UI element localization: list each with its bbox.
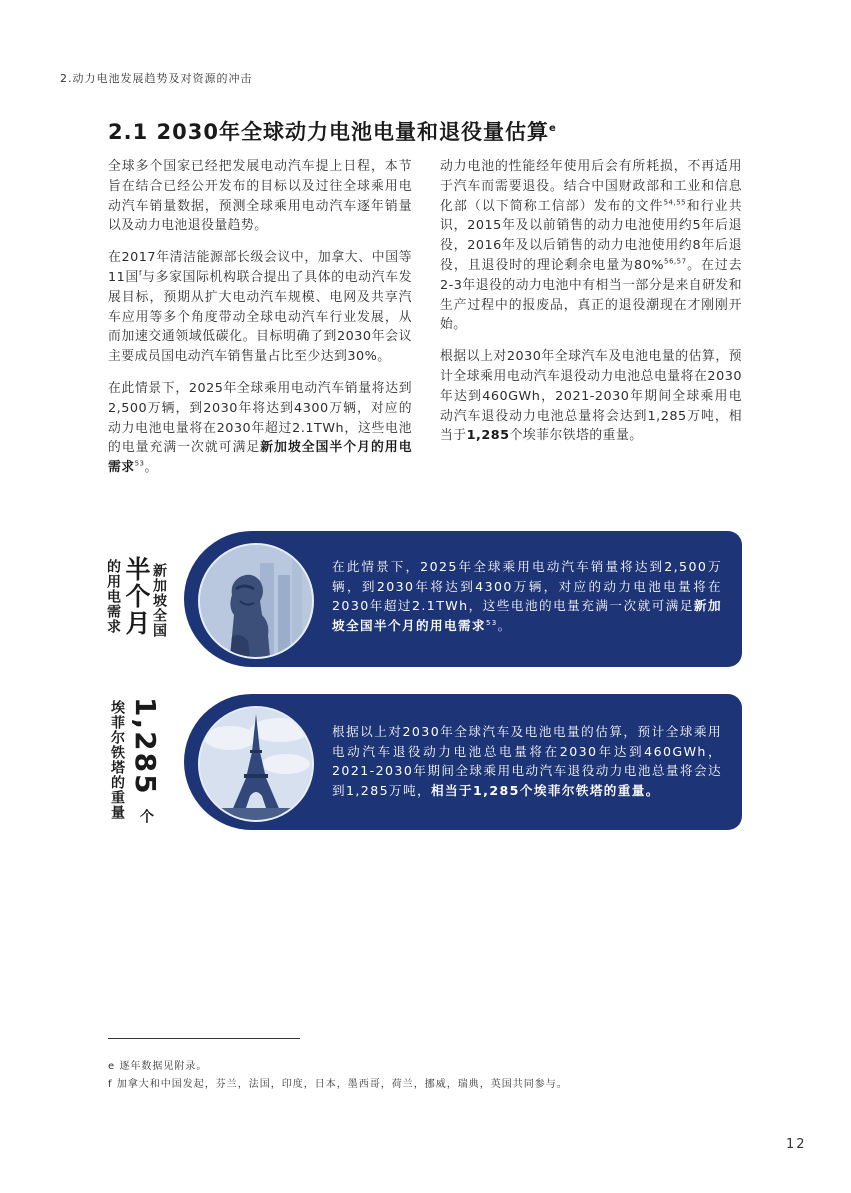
merlion-photo-icon — [198, 543, 314, 659]
left-paragraph-3 — [108, 379, 412, 478]
eiffel-tower-photo-icon — [198, 706, 314, 822]
left-p2-text-b: 与多家国际机构联合提出了具体的电动汽车发展目标，预期从扩大电动汽车规模、电网及共享汽车应用等多个角度带动全球电动汽车行业发展，从而加速交通领域低碳化。目标明确了到2030年会议主要成员国电动汽车销售量占比至少达到30%。 — [108, 269, 412, 365]
section-title-text: 2.1 2030年全球动力电池电量和退役量估算 — [108, 120, 549, 144]
left-p3-bold: 新加坡全国半个月的用电需求 — [108, 440, 413, 476]
citation-56-57: 56,57 — [664, 257, 687, 266]
left-paragraph-1: 全球多个国家已经把发展电动汽车提上日程，本节旨在结合已经公开发布的目标以及过往全球乘用电动汽车销量数据，预测全球乘用电动汽车逐年销量以及动力电池退役量趋势。 — [108, 159, 412, 234]
callout-banner-eiffel — [184, 694, 742, 830]
callout-banner-singapore — [184, 531, 742, 667]
section-title — [108, 116, 557, 146]
citation-54-55: 54,55 — [663, 198, 687, 207]
callout1-text — [332, 557, 722, 635]
callout1-text-bold: 新加坡全国半个月的用电需求 — [332, 598, 722, 633]
right-column — [440, 157, 742, 458]
left-p2-text-a: 在2017年清洁能源部长级会议中，加拿大、中国等11国 — [108, 250, 412, 285]
callout2-label-big: 1,285 — [129, 697, 162, 796]
running-head: 2.动力电池发展趋势及对资源的冲击 — [60, 72, 253, 85]
right-p1-text-a: 动力电池的性能经年使用后会有所耗损，不再适用于汽车而需要退役。结合中国财政部和工业和信息化部（以下简称工信部）发布的文件 — [440, 159, 742, 214]
right-p2-end: 个埃菲尔铁塔的重量。 — [509, 428, 643, 444]
left-p3-text-a: 在此情景下，2025年全球乘用电动汽车销量将达到2,500万辆，到2030年将达到4300万辆，对应的动力电池电量将在2030年超过2.1TWh，这些电池的电量充满一次就可满足 — [108, 380, 412, 456]
footnote-f: f 加拿大和中国发起，芬兰，法国，印度，日本，墨西哥，荷兰，挪威，瑞典，英国共同参与。 — [108, 1079, 568, 1090]
page-number: 12 — [786, 1137, 807, 1152]
right-paragraph-1 — [440, 157, 742, 335]
callout1-text-end: 。 — [497, 617, 512, 633]
callout2-label-unit: 个 — [138, 809, 154, 824]
left-p3-end: 。 — [144, 460, 158, 476]
left-column — [108, 157, 412, 490]
callout1-text-a: 在此情景下，2025年全球乘用电动汽车销量将达到2,500万辆，到2030年将达到4300万辆，对应的动力电池电量将在2030年超过2.1TWh，这些电池的电量充满一次就可满足 — [332, 559, 722, 613]
right-p1-text-b: 和行业共识，2015年及以前销售的动力电池使用约5年后退役，2016年及以后销售的动力电池使用约8年后退役，且退役时的理论剩余电量为80% — [440, 198, 742, 273]
section-title-footnote-ref: e — [548, 123, 557, 134]
right-p1-text-c: 。在过去2-3年退役的动力电池中有相当一部分是来自研发和生产过程中的报废品，真正的退役潮现在才刚刚开始。 — [440, 257, 742, 333]
callout2-text-bold: 相当于1,285个埃菲尔铁塔的重量。 — [431, 782, 660, 798]
right-p2-text-a: 根据以上对2030年全球汽车及电池电量的估算，预计全球乘用电动汽车退役动力电池总电量将在2030年达到460GWh，2021-2030年期间全球乘用电动汽车退役动力电池总量将会达到1,285万吨，相当于 — [440, 349, 742, 444]
callout2-label-small: 埃菲尔铁塔的重量 — [109, 700, 125, 820]
callout2-text-a: 根据以上对2030年全球汽车及电池电量的估算，预计全球乘用电动汽车退役动力电池总电量将在2030年达到460GWh，2021-2030年期间全球乘用电动汽车退役动力电池总量将会达到1,285万吨， — [332, 724, 722, 798]
right-p2-bold: 1,285 — [466, 428, 510, 444]
eiffel-tower-illustration — [200, 708, 312, 820]
left-paragraph-2 — [108, 248, 412, 367]
footnote-rule — [108, 1038, 300, 1039]
right-paragraph-2 — [440, 347, 742, 446]
citation-53: 53 — [134, 459, 145, 468]
merlion-illustration — [200, 545, 312, 657]
callout2-text — [332, 722, 722, 800]
callout1-label-big: 半个月 — [122, 556, 151, 637]
footnote-e: e 逐年数据见附录。 — [108, 1061, 208, 1072]
callout1-label-small-1: 新加坡全国 — [151, 563, 167, 638]
footnote-ref-f: f — [139, 269, 142, 278]
callout1-label-small-2: 的用电需求 — [105, 559, 121, 634]
callout1-citation: 53 — [485, 618, 498, 627]
